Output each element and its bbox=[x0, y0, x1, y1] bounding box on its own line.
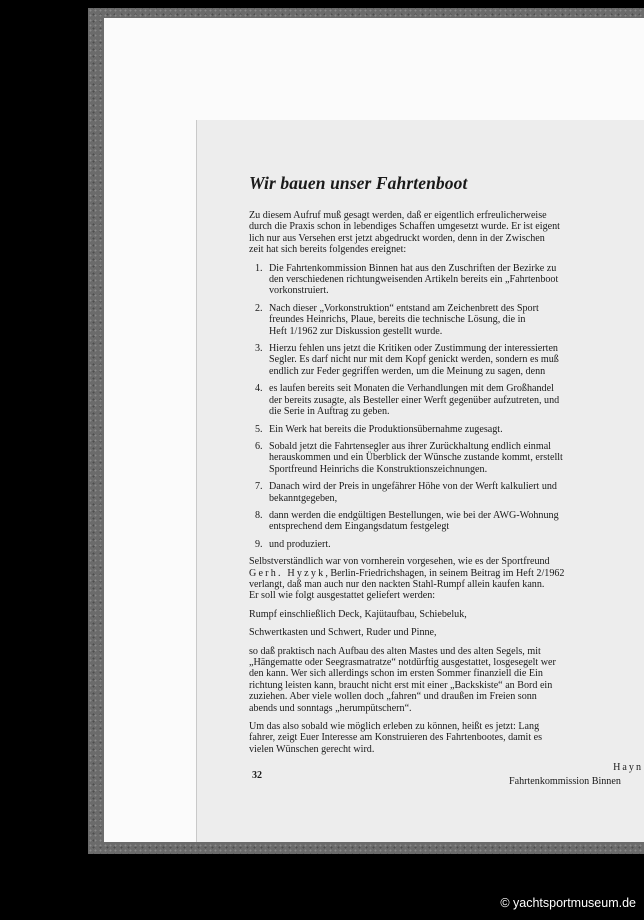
paragraph-sailing: so daß praktisch nach Aufbau des alten Mastes und des alten Segels, mit „Hängematte oder Seegrasmatratze“ notdürftig ausgestattet, losgesegelt wer den kann. Wer sich allerdings schon im ersten Sommer finanziell die Ein richtung leisten kann, braucht nicht erst mit einer „Backskiste“ an Bord ein zuziehen. Aber viele wollen doch „fahren“ und draußen im Freien sonn abends und sonntags „herumpütschern“. bbox=[249, 645, 556, 714]
item-number: 9. bbox=[255, 538, 263, 550]
item-number: 2. bbox=[255, 302, 263, 314]
equipment-line: Rumpf einschließlich Deck, Kajütaufbau, Schiebeluk, bbox=[249, 608, 467, 620]
list-item: 7. Danach wird der Preis in ungefährer Höhe von der Werft kalkuliert und bekanntgegeben, bbox=[255, 481, 557, 504]
article-body bbox=[249, 173, 644, 788]
list-item: 3. Hierzu fehlen uns jetzt die Kritiken oder Zustimmung der interessierten Segler. Es darf nicht nur mit dem Kopf genickt werden, sondern es muß endlich zur Feder gegriffen werden, um die Meinung zu sagen, denn bbox=[255, 343, 559, 377]
paragraph-hull: Selbstverständlich war von vornherein vorgesehen, wie es der Sportfreund Gerh. Hyzyk, Berlin-Friedrichshagen, in seinem Beitrag im Heft 2/1962 verlangt, daß man auch nur den nackten Stahl-Rumpf allein kaufen kann. Er soll wie folgt ausgestattet geliefert werden: bbox=[249, 556, 565, 602]
page-number: 32 bbox=[252, 770, 262, 781]
list-item: 2. Nach dieser „Vorkonstruktion“ entstand am Zeichenbrett des Sport freundes Heinrichs, Plaue, bereits die technische Lösung, die in Heft 1/1962 zur Diskussion gestellt wurde. bbox=[255, 302, 539, 337]
item-number: 1. bbox=[255, 262, 263, 274]
signature: Hayn bbox=[613, 762, 643, 774]
list-item: 5. Ein Werk hat bereits die Produktionsübernahme zugesagt. bbox=[255, 423, 503, 435]
magazine-page bbox=[196, 120, 644, 842]
list-item: 1. Die Fahrtenkommission Binnen hat aus den Zuschriften der Bezirke zu den verschiedenen richtungweisenden Artikeln bereits ein „Fahrtenboot vorkonstruiert. bbox=[255, 262, 559, 297]
copyright-watermark: © yachtsportmuseum.de bbox=[500, 896, 636, 910]
list-item: 4. es laufen bereits seit Monaten die Verhandlungen mit dem Großhandel der bereits zusagte, als Besteller einer Werft gegenüber aufzutreten, und die Serie in Auftrag zu geben. bbox=[255, 383, 560, 418]
item-number: 7. bbox=[255, 481, 263, 493]
paragraph-appeal: Um das also sobald wie möglich erleben zu können, heißt es jetzt: Lang fahrer, zeigt Euer Interesse am Konstruieren des Fahrtenbootes, damit es vielen Wünschen gerecht wird. bbox=[249, 721, 543, 755]
signature-organization: Fahrtenkommission Binnen bbox=[509, 776, 621, 788]
event-list bbox=[249, 263, 644, 551]
article-title: Wir bauen unser Fahrtenboot bbox=[249, 173, 468, 193]
item-number: 3. bbox=[255, 343, 263, 355]
item-number: 4. bbox=[255, 383, 263, 395]
item-number: 6. bbox=[255, 440, 263, 452]
author-name: Gerh. Hyzyk bbox=[249, 567, 326, 579]
list-item: 8. dann werden die endgültigen Bestellungen, wie bei der AWG-Wohnung entsprechend dem Eingangsdatum festgelegt bbox=[255, 509, 559, 533]
item-number: 8. bbox=[255, 509, 263, 521]
intro-line: zeit hat sich bereits folgendes ereignet: bbox=[249, 244, 407, 256]
intro-line: Zu diesem Aufruf muß gesagt werden, daß er eigentlich erfreulicherweise bbox=[249, 210, 547, 221]
list-item: 6. Sobald jetzt die Fahrtensegler aus ihrer Zurückhaltung endlich einmal herauskommen und ein Überblick der Wünsche zustande kommt, erstellt Sportfreund Heinrichs die Konstruktionszeichnungen. bbox=[255, 440, 563, 475]
item-number: 5. bbox=[255, 423, 263, 435]
intro-line: durch die Praxis schon in lebendiges Schaffen umgesetzt wurde. Er ist eigent bbox=[249, 221, 560, 233]
intro-line: lich nur aus Versehen erst jetzt abgedruckt worden, denn in der Zwischen bbox=[249, 232, 545, 244]
list-item: 9. und produziert. bbox=[255, 538, 331, 550]
equipment-line: Schwertkasten und Schwert, Ruder und Pinne, bbox=[249, 627, 437, 639]
intro-paragraph bbox=[249, 210, 644, 256]
